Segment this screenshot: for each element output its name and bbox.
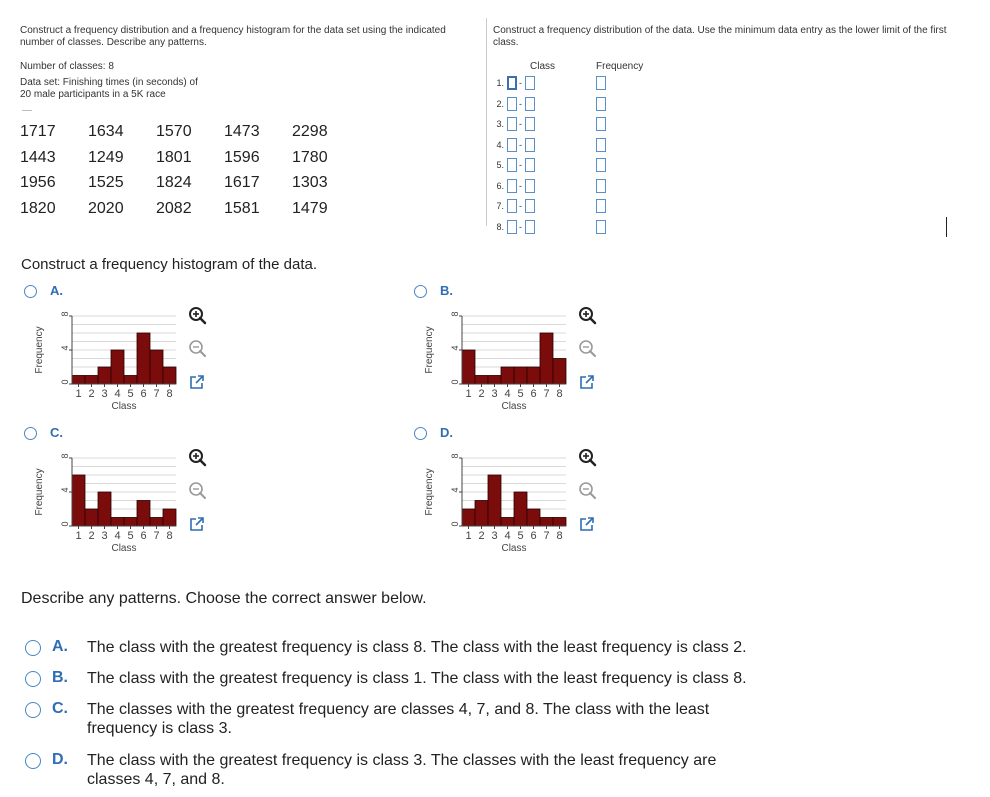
row-number: 6. <box>496 180 504 191</box>
class-upper-limit-input[interactable] <box>525 220 535 234</box>
histogram-option-radio[interactable] <box>414 285 427 298</box>
histogram-bar <box>150 350 163 384</box>
histogram-bar <box>150 518 163 527</box>
class-lower-limit-input[interactable] <box>507 199 517 213</box>
external-link-icon[interactable] <box>187 514 207 534</box>
histogram-bar <box>163 367 176 384</box>
class-separator: - <box>519 119 522 129</box>
pattern-option-text: The class with the greatest frequency is class 8. The class with the least frequency is class 2. <box>87 639 747 656</box>
data-value: 1824 <box>156 174 192 191</box>
x-tick-label: 6 <box>140 530 147 542</box>
external-link-icon[interactable] <box>577 372 597 392</box>
data-value: 1525 <box>88 174 124 191</box>
histogram-bar <box>462 509 475 526</box>
pattern-option-letter: D. <box>52 751 68 768</box>
panel-divider <box>486 18 487 226</box>
frequency-input[interactable] <box>596 76 606 90</box>
data-value: 1249 <box>88 149 124 166</box>
x-tick-label: 3 <box>491 530 498 542</box>
pattern-option-letter: A. <box>52 638 68 655</box>
class-upper-limit-input[interactable] <box>525 138 535 152</box>
histogram-option-letter: A. <box>50 283 63 298</box>
x-tick-label: 8 <box>556 388 563 400</box>
pattern-option-text: The classes with the greatest frequency are classes 4, 7, and 8. The class with the least <box>87 701 710 718</box>
class-separator: - <box>519 98 522 109</box>
histogram-bar <box>137 501 150 527</box>
histogram-bar <box>98 492 111 526</box>
histogram-bar <box>85 376 98 385</box>
pattern-option-radio[interactable] <box>25 640 41 656</box>
y-tick-label: 8 <box>60 311 70 317</box>
histogram-bar <box>501 367 514 384</box>
histogram-bar <box>540 518 553 527</box>
class-upper-limit-input[interactable] <box>525 179 535 193</box>
x-tick-label: 7 <box>153 530 160 542</box>
x-tick-label: 3 <box>101 388 108 400</box>
text-cursor <box>946 217 947 237</box>
data-value: 2298 <box>292 123 328 140</box>
y-axis-label: Frequency <box>34 326 45 374</box>
patterns-heading: Describe any patterns. Choose the correct answer below. <box>21 590 427 607</box>
x-tick-label: 7 <box>543 530 550 542</box>
x-tick-label: 7 <box>153 388 160 400</box>
class-lower-limit-input[interactable] <box>507 158 517 172</box>
x-tick-label: 2 <box>88 530 95 542</box>
x-tick-label: 1 <box>465 530 472 542</box>
data-value: 1820 <box>20 200 56 217</box>
histogram-bar <box>475 376 488 385</box>
zoom-out-icon[interactable] <box>187 339 207 359</box>
y-tick-label: 4 <box>450 345 460 351</box>
histogram-bar <box>72 376 85 385</box>
y-axis-label: Frequency <box>424 326 435 374</box>
frequency-input[interactable] <box>596 220 606 234</box>
x-tick-label: 2 <box>478 530 485 542</box>
frequency-input[interactable] <box>596 97 606 111</box>
x-tick-label: 8 <box>556 530 563 542</box>
row-number: 1. <box>496 78 504 88</box>
pattern-option-text: The class with the greatest frequency is class 1. The class with the least frequency is class 8. <box>87 670 747 687</box>
histogram-bar <box>514 492 527 526</box>
y-axis-label: Frequency <box>424 468 435 516</box>
pattern-option-text: classes 4, 7, and 8. <box>87 771 225 788</box>
y-tick-label: 4 <box>450 487 460 493</box>
divider-dash <box>22 110 32 111</box>
pattern-option-radio[interactable] <box>25 671 41 687</box>
class-lower-limit-input[interactable] <box>507 179 517 193</box>
class-separator: - <box>519 78 522 88</box>
y-tick-label: 0 <box>60 521 70 527</box>
x-tick-label: 5 <box>127 388 134 400</box>
class-upper-limit-input[interactable] <box>525 117 535 131</box>
zoom-in-icon[interactable] <box>187 448 207 468</box>
pattern-option-radio[interactable] <box>25 753 41 769</box>
class-column-header: Class <box>530 61 556 72</box>
x-tick-label: 8 <box>166 530 173 542</box>
y-tick-label: 4 <box>60 345 70 351</box>
x-tick-label: 7 <box>543 388 550 400</box>
pattern-option-text: frequency is class 3. <box>87 720 232 737</box>
class-separator: - <box>519 221 522 232</box>
frequency-input[interactable] <box>596 199 606 213</box>
histogram-bar <box>85 509 98 526</box>
y-tick-label: 0 <box>60 379 70 385</box>
row-number: 7. <box>496 201 504 211</box>
x-axis-label: Class <box>501 401 527 412</box>
y-tick-label: 8 <box>450 453 460 459</box>
x-tick-label: 1 <box>75 388 82 400</box>
data-value: 1634 <box>88 123 124 140</box>
data-value: 1801 <box>156 149 192 166</box>
histogram-bar <box>501 518 514 527</box>
external-link-icon[interactable] <box>187 372 207 392</box>
frequency-column-header: Frequency <box>596 61 644 72</box>
data-value: 2020 <box>88 200 124 217</box>
x-tick-label: 5 <box>517 388 524 400</box>
x-tick-label: 5 <box>517 530 524 542</box>
zoom-in-icon[interactable] <box>577 448 597 468</box>
class-upper-limit-input[interactable] <box>525 199 535 213</box>
class-separator: - <box>519 139 522 150</box>
x-tick-label: 4 <box>114 530 121 542</box>
histogram-bar <box>98 367 111 384</box>
histogram-bar <box>527 509 540 526</box>
y-tick-label: 8 <box>450 311 460 317</box>
histogram-bar <box>488 376 501 385</box>
x-tick-label: 5 <box>127 530 134 542</box>
class-upper-limit-input[interactable] <box>525 76 535 90</box>
external-link-icon[interactable] <box>577 514 597 534</box>
histogram-bar <box>553 518 566 527</box>
zoom-out-icon[interactable] <box>577 339 597 359</box>
class-lower-limit-input[interactable] <box>507 138 517 152</box>
y-axis-label: Frequency <box>34 468 45 516</box>
frequency-input[interactable] <box>596 158 606 172</box>
histogram-bar <box>553 359 566 385</box>
zoom-out-icon[interactable] <box>187 481 207 501</box>
class-separator: - <box>519 180 522 191</box>
dataset-line-2: 20 male participants in a 5K race <box>20 89 166 100</box>
data-value: 1303 <box>292 174 328 191</box>
histogram-bar <box>163 509 176 526</box>
x-axis-label: Class <box>111 543 137 554</box>
row-number: 3. <box>496 119 504 129</box>
frequency-input[interactable] <box>596 117 606 131</box>
histogram-option-radio[interactable] <box>24 427 37 440</box>
histogram-bar <box>111 350 124 384</box>
histogram-bar <box>514 367 527 384</box>
x-axis-label: Class <box>111 401 137 412</box>
y-tick-label: 8 <box>60 453 70 459</box>
data-value: 1596 <box>224 149 260 166</box>
data-value: 1780 <box>292 149 328 166</box>
x-tick-label: 1 <box>75 530 82 542</box>
histogram-chart <box>28 450 188 560</box>
data-value: 2082 <box>156 200 192 217</box>
histogram-bar <box>462 350 475 384</box>
histogram-chart <box>418 308 578 418</box>
histogram-bar <box>540 333 553 384</box>
right-instructions: Construct a frequency distribution of the data. Use the minimum data entry as the lower limit of the first class. <box>493 25 947 48</box>
y-tick-label: 0 <box>450 521 460 527</box>
x-tick-label: 6 <box>530 530 537 542</box>
data-value: 1617 <box>224 174 260 191</box>
data-value: 1581 <box>224 200 260 217</box>
dataset-line-1: Data set: Finishing times (in seconds) of <box>20 77 198 88</box>
row-number: 4. <box>496 139 504 150</box>
zoom-in-icon[interactable] <box>577 306 597 326</box>
frequency-input[interactable] <box>596 138 606 152</box>
histogram-bar <box>111 518 124 527</box>
pattern-option-text: The class with the greatest frequency is class 3. The classes with the least frequency are <box>87 752 717 769</box>
left-instructions: Construct a frequency distribution and a frequency histogram for the data set using the indicated number of classes. Describe any patterns. <box>20 25 446 48</box>
x-tick-label: 4 <box>504 530 511 542</box>
pattern-option-letter: C. <box>52 700 68 717</box>
data-value: 1473 <box>224 123 260 140</box>
x-tick-label: 2 <box>478 388 485 400</box>
class-lower-limit-input[interactable] <box>507 76 517 90</box>
histogram-option-radio[interactable] <box>24 285 37 298</box>
x-tick-label: 2 <box>88 388 95 400</box>
class-upper-limit-input[interactable] <box>525 97 535 111</box>
pattern-option-letter: B. <box>52 669 68 686</box>
histogram-bar <box>124 376 137 385</box>
histogram-bar <box>72 475 85 526</box>
row-number: 5. <box>496 160 504 170</box>
x-tick-label: 1 <box>465 388 472 400</box>
data-value: 1570 <box>156 123 192 140</box>
data-value: 1717 <box>20 123 56 140</box>
y-tick-label: 4 <box>60 487 70 493</box>
class-lower-limit-input[interactable] <box>507 97 517 111</box>
x-tick-label: 6 <box>140 388 147 400</box>
histogram-chart <box>28 308 188 418</box>
histogram-option-letter: D. <box>440 425 453 440</box>
histogram-bar <box>137 333 150 384</box>
x-tick-label: 6 <box>530 388 537 400</box>
histogram-bar <box>527 367 540 384</box>
class-lower-limit-input[interactable] <box>507 220 517 234</box>
data-value: 1956 <box>20 174 56 191</box>
class-upper-limit-input[interactable] <box>525 158 535 172</box>
class-separator: - <box>519 201 522 211</box>
x-tick-label: 4 <box>504 388 511 400</box>
y-tick-label: 0 <box>450 379 460 385</box>
histogram-option-radio[interactable] <box>414 427 427 440</box>
data-value: 1443 <box>20 149 56 166</box>
x-tick-label: 4 <box>114 388 121 400</box>
pattern-option-radio[interactable] <box>25 702 41 718</box>
zoom-in-icon[interactable] <box>187 306 207 326</box>
histogram-heading: Construct a frequency histogram of the data. <box>21 256 317 273</box>
data-value: 1479 <box>292 200 328 217</box>
class-separator: - <box>519 160 522 170</box>
histogram-option-letter: B. <box>440 283 453 298</box>
row-number: 2. <box>496 98 504 109</box>
x-tick-label: 3 <box>101 530 108 542</box>
histogram-bar <box>475 501 488 527</box>
x-tick-label: 8 <box>166 388 173 400</box>
classes-line: Number of classes: 8 <box>20 61 114 72</box>
histogram-option-letter: C. <box>50 425 63 440</box>
x-axis-label: Class <box>501 543 527 554</box>
row-number: 8. <box>496 221 504 232</box>
frequency-input[interactable] <box>596 179 606 193</box>
histogram-chart <box>418 450 578 560</box>
x-tick-label: 3 <box>491 388 498 400</box>
zoom-out-icon[interactable] <box>577 481 597 501</box>
histogram-bar <box>124 518 137 527</box>
class-lower-limit-input[interactable] <box>507 117 517 131</box>
histogram-bar <box>488 475 501 526</box>
